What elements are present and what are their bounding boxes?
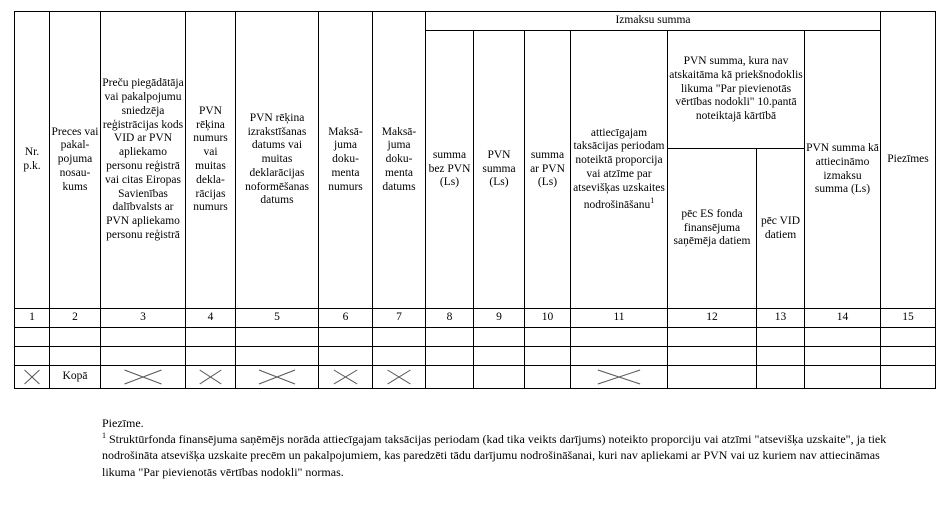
cell[interactable]: [668, 328, 757, 347]
cross-mark-icon: [236, 367, 318, 387]
total-sum-with-vat[interactable]: [525, 366, 571, 389]
header-by-beneficiary: pēc ES fonda finansējuma saņēmēja datiem: [668, 149, 757, 309]
header-vat-sum: PVN summa (Ls): [474, 31, 525, 309]
crossed-cell: [186, 366, 236, 389]
header-sum-without-vat: summa bez PVN (Ls): [426, 31, 474, 309]
column-number: 12: [668, 309, 757, 328]
column-number: 1: [15, 309, 50, 328]
cell[interactable]: [426, 347, 474, 366]
total-label: Kopā: [50, 366, 101, 389]
table-row: [15, 328, 936, 347]
total-by-vid[interactable]: [757, 366, 805, 389]
cross-mark-icon: [319, 367, 372, 387]
column-number: 13: [757, 309, 805, 328]
cell[interactable]: [373, 328, 426, 347]
header-notes: Piezīmes: [881, 12, 936, 309]
column-number: 6: [319, 309, 373, 328]
crossed-cell: [373, 366, 426, 389]
cell[interactable]: [236, 347, 319, 366]
header-cost-sum-group: Izmaksu summa: [426, 12, 881, 31]
total-row: [15, 366, 936, 389]
cell[interactable]: [319, 347, 373, 366]
crossed-cell: [101, 366, 186, 389]
cell[interactable]: [571, 347, 668, 366]
cell[interactable]: [525, 328, 571, 347]
cross-mark-icon: [186, 367, 235, 387]
cross-mark-icon: [373, 367, 425, 387]
crossed-cell: [571, 366, 668, 389]
column-number: 10: [525, 309, 571, 328]
cell[interactable]: [668, 347, 757, 366]
cell[interactable]: [426, 328, 474, 347]
footnote-title: Piezīme.: [102, 416, 144, 430]
cell[interactable]: [236, 328, 319, 347]
total-eligible-vat[interactable]: [805, 366, 881, 389]
header-proportion: attiecīgajam taksācijas periodam noteiktā proporcija vai atzīme par atsevišķas uzskaites nodrošināšanu$^1$: [571, 31, 668, 309]
cell[interactable]: [50, 347, 101, 366]
column-number: 11: [571, 309, 668, 328]
cell[interactable]: [805, 328, 881, 347]
cell[interactable]: [525, 347, 571, 366]
column-number: 14: [805, 309, 881, 328]
cell[interactable]: [571, 328, 668, 347]
footnote-marker: 1: [102, 431, 106, 441]
column-number: 3: [101, 309, 186, 328]
cell[interactable]: [101, 347, 186, 366]
cross-mark-icon: [101, 367, 185, 387]
cell[interactable]: [881, 328, 936, 347]
header-sum-with-vat: summa ar PVN (Ls): [525, 31, 571, 309]
total-sum-without-vat[interactable]: [426, 366, 474, 389]
header-payment-doc-number: Maksā-juma doku-menta numurs: [319, 12, 373, 309]
column-number: 15: [881, 309, 936, 328]
crossed-cell: [236, 366, 319, 389]
cell[interactable]: [186, 328, 236, 347]
header-supplier-code: Preču piegādātāja vai pakalpojumu sniedzēja reģistrācijas kods VID ar PVN apliekamo personu reģistrā vai citas Eiropas Savienības dalībvalsts ar PVN apliekamo personu reģistrā: [101, 12, 186, 309]
column-number: 7: [373, 309, 426, 328]
header-item-name: Preces vai pakal-pojuma nosau-kums: [50, 12, 101, 309]
cell[interactable]: [757, 328, 805, 347]
cell[interactable]: [805, 347, 881, 366]
header-by-vid: pēc VID datiem: [757, 149, 805, 309]
total-notes[interactable]: [881, 366, 936, 389]
cell[interactable]: [186, 347, 236, 366]
column-number: 2: [50, 309, 101, 328]
header-invoice-number: PVN rēķina numurs vai muitas dekla-rācijas numurs: [186, 12, 236, 309]
header-invoice-date: PVN rēķina izrakstīšanas datums vai muitas deklarācijas noformēšanas datums: [236, 12, 319, 309]
column-number: 4: [186, 309, 236, 328]
table-row: [15, 347, 936, 366]
crossed-cell: [319, 366, 373, 389]
column-number-row: [15, 309, 936, 328]
cell[interactable]: [319, 328, 373, 347]
column-number: 9: [474, 309, 525, 328]
header-nr: Nr. p.k.: [15, 12, 50, 309]
cell[interactable]: [15, 347, 50, 366]
crossed-cell: [15, 366, 50, 389]
cross-mark-icon: [571, 367, 667, 387]
cell[interactable]: [474, 328, 525, 347]
total-by-beneficiary[interactable]: [668, 366, 757, 389]
cell[interactable]: [50, 328, 101, 347]
cell[interactable]: [474, 347, 525, 366]
header-non-deductible-vat: PVN summa, kura nav atskaitāma kā priekšnodoklis likuma "Par pievienotās vērtības nodokli" 10.pantā noteiktajā kārtībā: [668, 31, 805, 149]
footnote-text: [102, 431, 892, 480]
total-vat-sum[interactable]: [474, 366, 525, 389]
cell[interactable]: [757, 347, 805, 366]
cell[interactable]: [15, 328, 50, 347]
cost-table: [14, 11, 936, 389]
column-number: 5: [236, 309, 319, 328]
cell[interactable]: [101, 328, 186, 347]
cell[interactable]: [373, 347, 426, 366]
cell[interactable]: [881, 347, 936, 366]
column-number: 8: [426, 309, 474, 328]
footnote: [62, 415, 892, 480]
cross-mark-icon: [15, 367, 49, 387]
header-payment-doc-date: Maksā-juma doku-menta datums: [373, 12, 426, 309]
footnote-body: Struktūrfonda finansējuma saņēmējs norāda attiecīgajam taksācijas periodam (kad tika veikts darījums) noteikto proporciju vai atzīmi "atsevišķa uzskaite", ja tiek nodrošināta atsevišķa uzskaite precēm un pakalpojumiem, kas paredzēti tādu darījumu nodrošināšanai, kuri nav apliekami ar PVN vai uz kuriem nav attiecināmas likuma "Par pievienotās vērtības nodokli" normas.: [102, 432, 887, 479]
header-eligible-vat: PVN summa kā attiecināmo izmaksu summa (Ls): [805, 31, 881, 309]
